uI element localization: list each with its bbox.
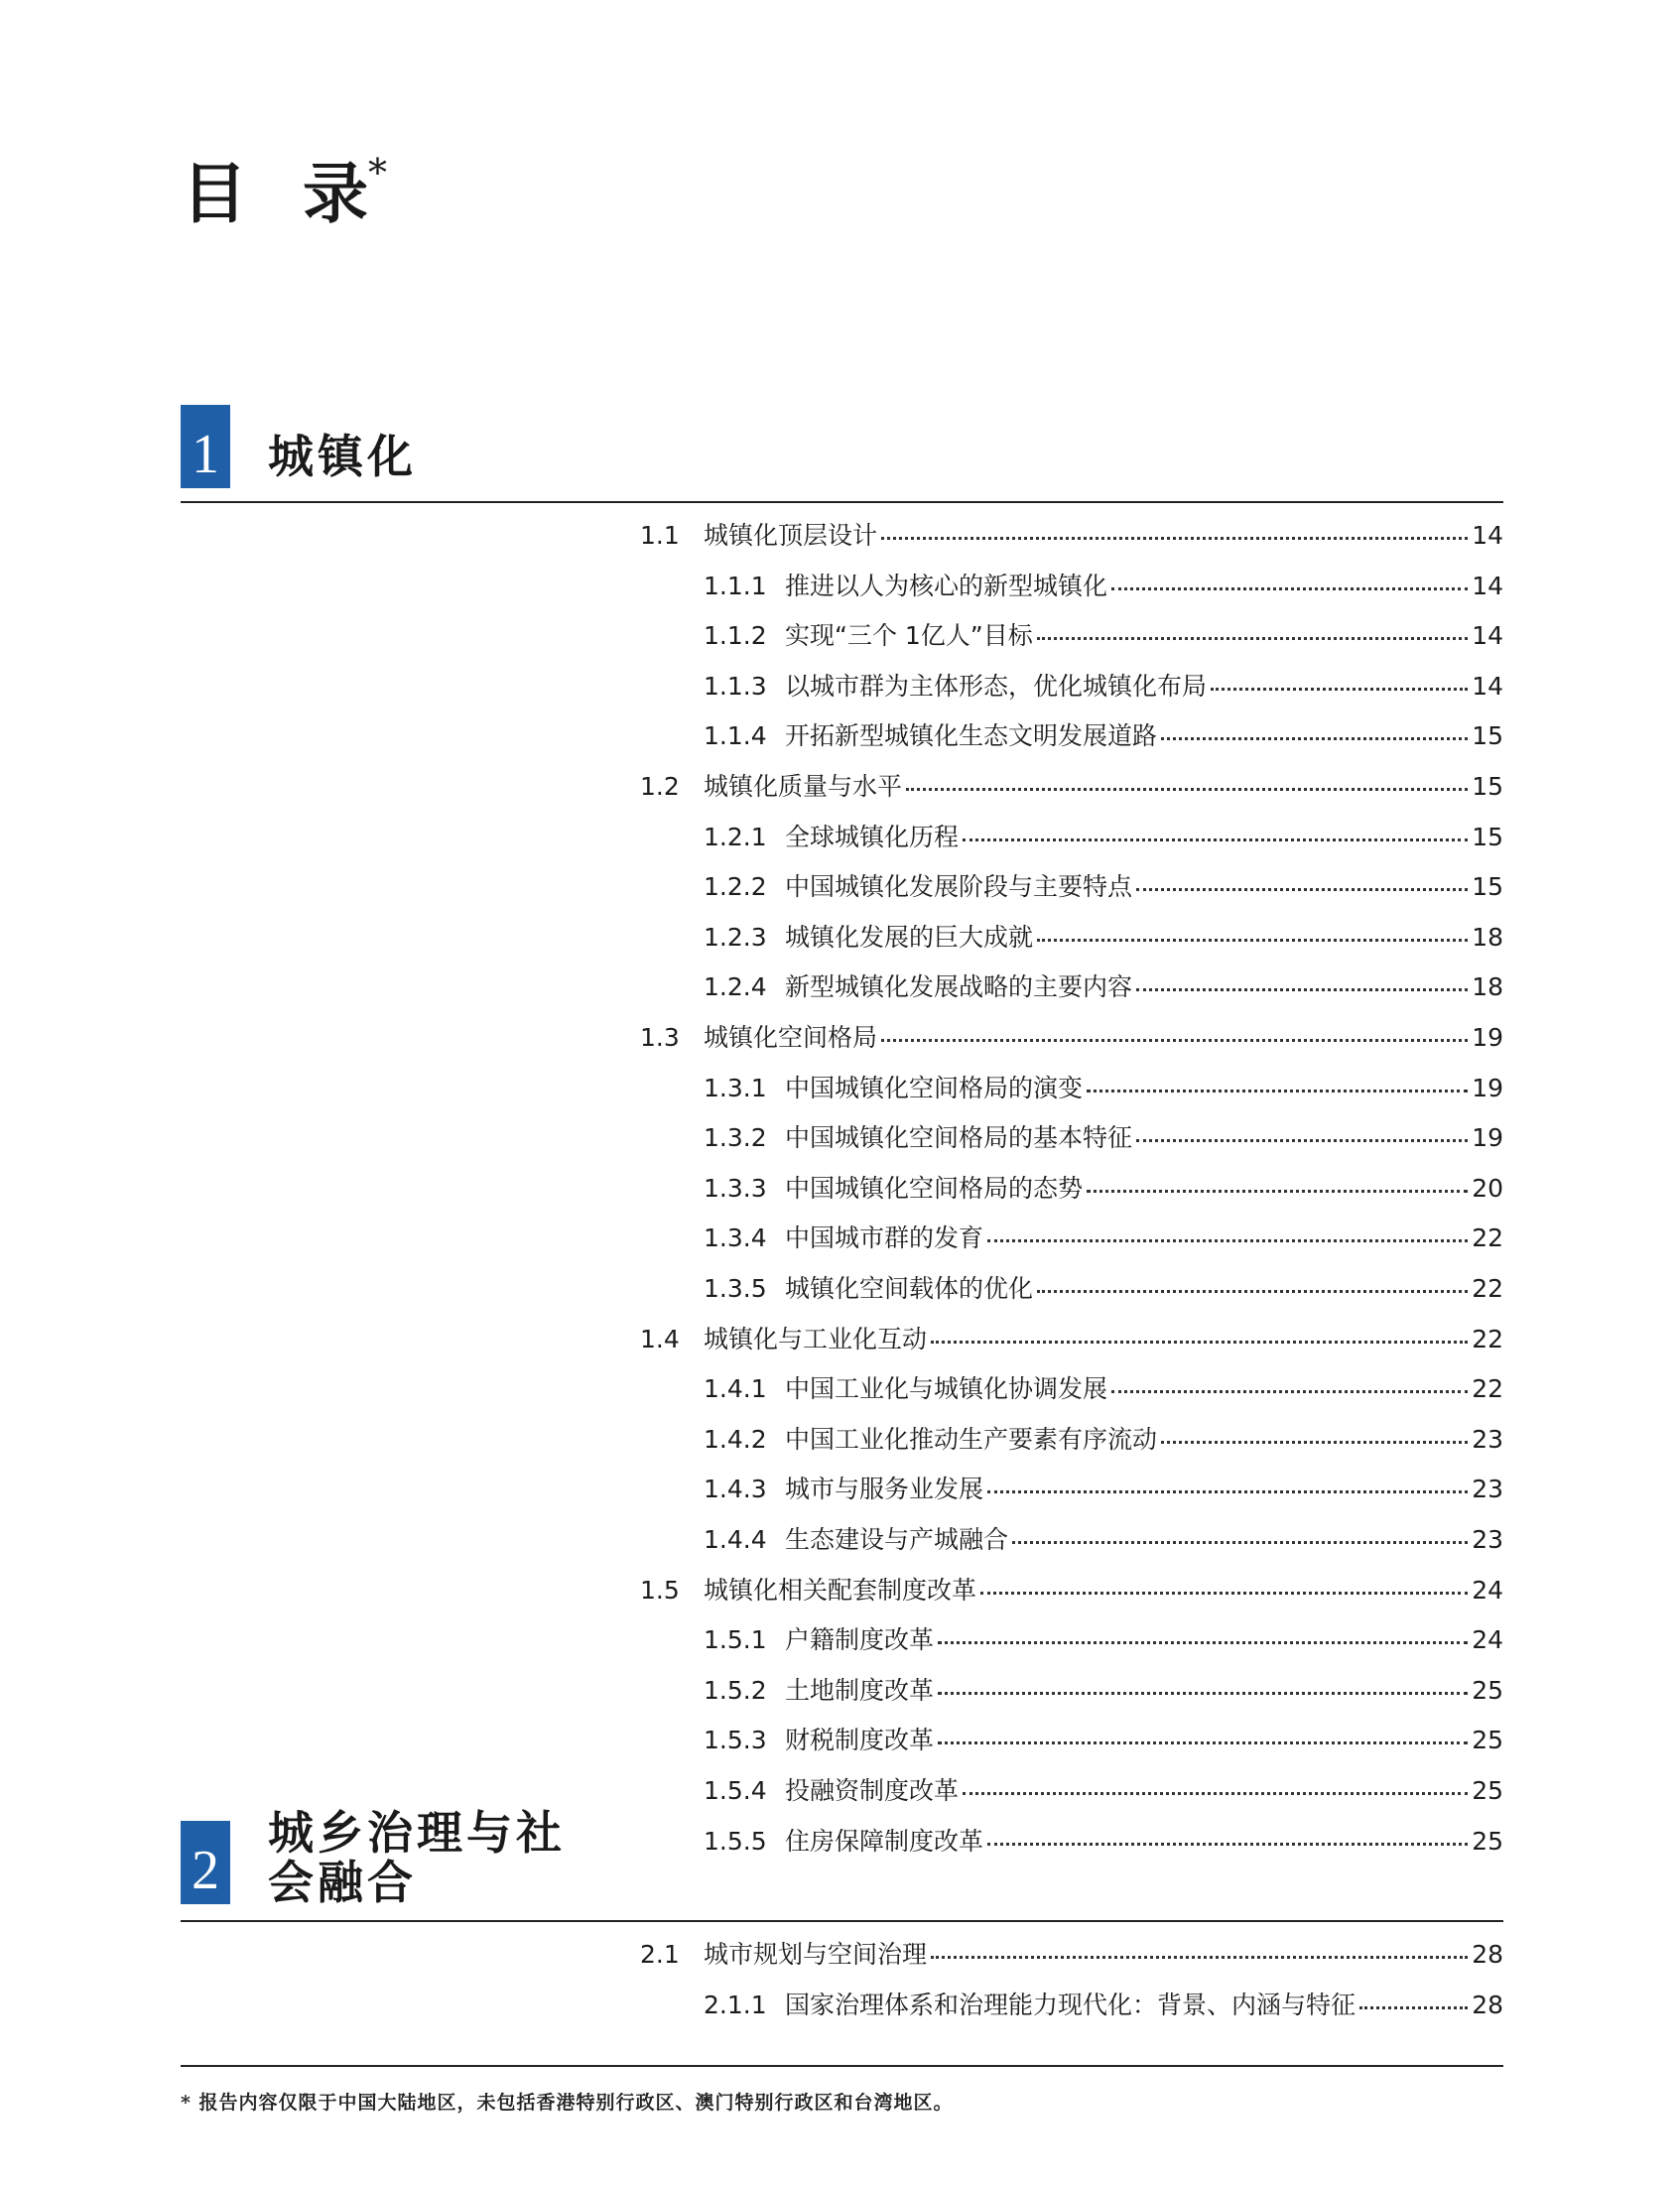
toc-entry-page: 19 xyxy=(1472,1023,1503,1052)
chapter-2-title-line-1: 城乡治理与社 xyxy=(268,1806,566,1860)
toc-leader-dots xyxy=(1136,1139,1468,1142)
toc-subsection-entry[interactable] xyxy=(704,716,1503,756)
toc-entry-number: 1.5 xyxy=(640,1575,680,1605)
chapter-2-number-badge xyxy=(181,1821,230,1904)
toc-entry-page: 18 xyxy=(1472,922,1503,952)
toc-entry-number: 1.4.1 xyxy=(704,1374,767,1404)
toc-entry-page: 25 xyxy=(1472,1726,1503,1755)
toc-entry-page: 14 xyxy=(1472,521,1503,550)
toc-entry-title: 中国城市群的发育 xyxy=(785,1223,984,1253)
toc-leader-dots xyxy=(881,1039,1468,1042)
toc-entry-number: 1.4.3 xyxy=(704,1475,767,1504)
toc-entry-title: 中国工业化推动生产要素有序流动 xyxy=(785,1424,1158,1454)
toc-entry-page: 22 xyxy=(1472,1223,1503,1253)
toc-leader-dots xyxy=(931,1956,1468,1959)
toc-leader-dots xyxy=(1161,1441,1468,1444)
toc-leader-dots xyxy=(987,1239,1468,1242)
toc-entry-page: 28 xyxy=(1472,1940,1503,1969)
toc-entry-title: 中国城镇化空间格局的基本特征 xyxy=(785,1123,1133,1153)
toc-entry-title: 生态建设与产城融合 xyxy=(785,1525,1009,1554)
toc-entry-title: 户籍制度改革 xyxy=(785,1625,935,1655)
toc-entry-page: 14 xyxy=(1472,671,1503,701)
toc-entry-number: 1.5.2 xyxy=(704,1675,767,1705)
toc-subsection-entry[interactable] xyxy=(704,1420,1503,1460)
toc-subsection-entry[interactable] xyxy=(704,967,1503,1007)
toc-entry-page: 15 xyxy=(1472,721,1503,751)
toc-leader-dots xyxy=(938,1741,1468,1744)
toc-entry-number: 2.1.1 xyxy=(704,1990,767,2019)
toc-subsection-entry[interactable] xyxy=(704,1721,1503,1760)
toc-leader-dots xyxy=(1136,888,1468,891)
chapter-1-number: 1 xyxy=(192,424,219,485)
toc-entry-number: 1.4.4 xyxy=(704,1525,767,1554)
toc-leader-dots xyxy=(1136,988,1468,991)
toc-section-entry[interactable] xyxy=(640,1320,1503,1359)
toc-leader-dots xyxy=(938,1692,1468,1695)
toc-entry-page: 23 xyxy=(1472,1525,1503,1554)
toc-subsection-entry[interactable] xyxy=(704,1269,1503,1309)
chapter-1-number-badge xyxy=(181,405,230,488)
toc-entry-page: 14 xyxy=(1472,621,1503,651)
toc-leader-dots xyxy=(963,1792,1468,1795)
toc-entry-page: 22 xyxy=(1472,1324,1503,1353)
toc-entry-number: 1.2.4 xyxy=(704,972,767,1002)
toc-subsection-entry[interactable] xyxy=(704,1118,1503,1158)
toc-entry-number: 1.1.2 xyxy=(704,621,767,651)
toc-entry-number: 1.1 xyxy=(640,521,680,550)
toc-entry-title: 以城市群为主体形态，优化城镇化布局 xyxy=(785,671,1208,701)
toc-entry-number: 1.3.5 xyxy=(704,1274,767,1303)
toc-subsection-entry[interactable] xyxy=(704,918,1503,958)
toc-entry-page: 22 xyxy=(1472,1274,1503,1303)
toc-entry-page: 19 xyxy=(1472,1123,1503,1153)
toc-entry-title: 城镇化空间载体的优化 xyxy=(785,1274,1034,1303)
toc-leader-dots xyxy=(1087,1190,1468,1193)
toc-entry-title: 城镇化发展的巨大成就 xyxy=(785,922,1034,952)
toc-entry-page: 25 xyxy=(1472,1675,1503,1705)
toc-entry-number: 1.3.1 xyxy=(704,1073,767,1102)
toc-subsection-entry[interactable] xyxy=(704,1771,1503,1811)
toc-entry-title: 城镇化顶层设计 xyxy=(704,521,878,550)
toc-entry-number: 1.5.3 xyxy=(704,1726,767,1755)
toc-entry-page: 24 xyxy=(1472,1575,1503,1605)
toc-entry-title: 土地制度改革 xyxy=(785,1675,935,1705)
toc-entry-title: 城镇化相关配套制度改革 xyxy=(704,1575,977,1605)
toc-entry-title: 新型城镇化发展战略的主要内容 xyxy=(785,972,1133,1002)
chapter-2-title xyxy=(268,1806,566,1909)
toc-subsection-entry[interactable] xyxy=(704,1520,1503,1560)
toc-entry-number: 1.1.3 xyxy=(704,671,767,701)
toc-entry-page: 15 xyxy=(1472,822,1503,851)
toc-entry-title: 城市规划与空间治理 xyxy=(704,1940,928,1969)
toc-entry-page: 15 xyxy=(1472,772,1503,801)
toc-subsection-entry[interactable] xyxy=(704,1620,1503,1660)
page-title-char-2: 录 xyxy=(303,155,368,232)
toc-entry-page: 25 xyxy=(1472,1776,1503,1805)
toc-entry-title: 中国城镇化空间格局的态势 xyxy=(785,1173,1084,1203)
toc-entry-number: 1.5.1 xyxy=(704,1625,767,1655)
toc-entry-number: 1.5.5 xyxy=(704,1826,767,1856)
toc-entry-number: 1.3.3 xyxy=(704,1173,767,1203)
toc-entry-title: 实现“三个 1亿人”目标 xyxy=(785,621,1033,651)
toc-subsection-entry[interactable] xyxy=(704,1986,1503,2025)
toc-leader-dots xyxy=(1211,688,1468,691)
toc-entry-page: 19 xyxy=(1472,1073,1503,1102)
toc-entry-number: 1.2 xyxy=(640,772,680,801)
toc-leader-dots xyxy=(931,1341,1468,1344)
toc-subsection-entry[interactable] xyxy=(704,1369,1503,1409)
toc-entry-number: 2.1 xyxy=(640,1940,680,1969)
toc-entry-title: 开拓新型城镇化生态文明发展道路 xyxy=(785,721,1158,751)
toc-entry-number: 1.4.2 xyxy=(704,1424,767,1454)
toc-subsection-entry[interactable] xyxy=(704,567,1503,606)
toc-entry-title: 推进以人为核心的新型城镇化 xyxy=(785,571,1108,600)
toc-entry-number: 1.3.2 xyxy=(704,1123,767,1153)
toc-section-entry[interactable] xyxy=(640,516,1503,556)
toc-entry-page: 28 xyxy=(1472,1990,1503,2019)
toc-leader-dots xyxy=(1012,1541,1468,1544)
toc-section-entry[interactable] xyxy=(640,1018,1503,1058)
toc-entry-title: 城镇化与工业化互动 xyxy=(704,1324,928,1353)
toc-leader-dots xyxy=(938,1641,1468,1644)
toc-entry-page: 23 xyxy=(1472,1475,1503,1504)
toc-entry-title: 城镇化质量与水平 xyxy=(704,772,903,801)
toc-leader-dots xyxy=(1111,587,1468,590)
toc-entry-title: 城镇化空间格局 xyxy=(704,1023,878,1052)
toc-entry-title: 住房保障制度改革 xyxy=(785,1826,984,1856)
page-title xyxy=(182,151,387,232)
footnote: * 报告内容仅限于中国大陆地区，未包括香港特别行政区、澳门特别行政区和台湾地区。 xyxy=(181,2092,954,2114)
toc-entry-page: 25 xyxy=(1472,1826,1503,1856)
chapter-2-number: 2 xyxy=(192,1840,219,1901)
toc-subsection-entry[interactable] xyxy=(704,1822,1503,1862)
toc-entry-title: 城市与服务业发展 xyxy=(785,1475,984,1504)
page-title-char-1: 目 xyxy=(182,155,247,232)
toc-entry-title: 中国城镇化发展阶段与主要特点 xyxy=(785,872,1133,902)
toc-entry-number: 1.4 xyxy=(640,1324,680,1353)
toc-leader-dots xyxy=(980,1592,1468,1595)
toc-entry-number: 1.1.1 xyxy=(704,571,767,600)
toc-entry-number: 1.2.1 xyxy=(704,822,767,851)
toc-subsection-entry[interactable] xyxy=(704,1219,1503,1258)
chapter-1-title: 城镇化 xyxy=(268,430,417,483)
toc-entry-title: 全球城镇化历程 xyxy=(785,822,960,851)
toc-entry-title: 财税制度改革 xyxy=(785,1726,935,1755)
toc-section-entry[interactable] xyxy=(640,1571,1503,1610)
toc-entry-page: 18 xyxy=(1472,972,1503,1002)
toc-entry-number: 1.2.2 xyxy=(704,872,767,902)
toc-subsection-entry[interactable] xyxy=(704,818,1503,857)
toc-entry-title: 中国城镇化空间格局的演变 xyxy=(785,1073,1084,1102)
toc-section-entry[interactable] xyxy=(640,1935,1503,1975)
toc-subsection-entry[interactable] xyxy=(704,667,1503,707)
title-footnote-mark: * xyxy=(368,151,387,194)
toc-leader-dots xyxy=(1037,637,1468,640)
toc-entry-page: 24 xyxy=(1472,1625,1503,1655)
toc-leader-dots xyxy=(987,1490,1468,1493)
toc-entry-number: 1.1.4 xyxy=(704,721,767,751)
toc-entry-page: 15 xyxy=(1472,872,1503,902)
toc-leader-dots xyxy=(881,537,1468,540)
toc-subsection-entry[interactable] xyxy=(704,1169,1503,1209)
toc-leader-dots xyxy=(1037,939,1468,942)
footnote-rule xyxy=(181,2065,1503,2067)
toc-entry-page: 23 xyxy=(1472,1424,1503,1454)
toc-entry-number: 1.5.4 xyxy=(704,1776,767,1805)
toc-entry-title: 国家治理体系和治理能力现代化：背景、内涵与特征 xyxy=(785,1990,1357,2019)
toc-subsection-entry[interactable] xyxy=(704,1671,1503,1711)
toc-subsection-entry[interactable] xyxy=(704,867,1503,907)
toc-entry-page: 22 xyxy=(1472,1374,1503,1404)
toc-subsection-entry[interactable] xyxy=(704,616,1503,656)
toc-leader-dots xyxy=(1161,737,1468,740)
toc-entry-title: 中国工业化与城镇化协调发展 xyxy=(785,1374,1108,1404)
toc-leader-dots xyxy=(1037,1290,1468,1293)
toc-entry-number: 1.3.4 xyxy=(704,1223,767,1253)
toc-leader-dots xyxy=(963,838,1468,841)
chapter-2-rule xyxy=(181,1920,1503,1922)
toc-subsection-entry[interactable] xyxy=(704,1470,1503,1509)
toc-entry-page: 14 xyxy=(1472,571,1503,600)
toc-leader-dots xyxy=(1359,2006,1468,2009)
chapter-2-title-line-2: 会融合 xyxy=(268,1855,417,1909)
toc-leader-dots xyxy=(987,1843,1468,1846)
toc-entry-title: 投融资制度改革 xyxy=(785,1776,960,1805)
toc-leader-dots xyxy=(906,788,1468,791)
toc-entry-number: 1.2.3 xyxy=(704,922,767,952)
toc-section-entry[interactable] xyxy=(640,767,1503,807)
toc-entry-number: 1.3 xyxy=(640,1023,680,1052)
toc-entry-page: 20 xyxy=(1472,1173,1503,1203)
toc-subsection-entry[interactable] xyxy=(704,1069,1503,1108)
toc-leader-dots xyxy=(1111,1390,1468,1393)
chapter-1-rule xyxy=(181,501,1503,503)
toc-leader-dots xyxy=(1087,1090,1468,1093)
